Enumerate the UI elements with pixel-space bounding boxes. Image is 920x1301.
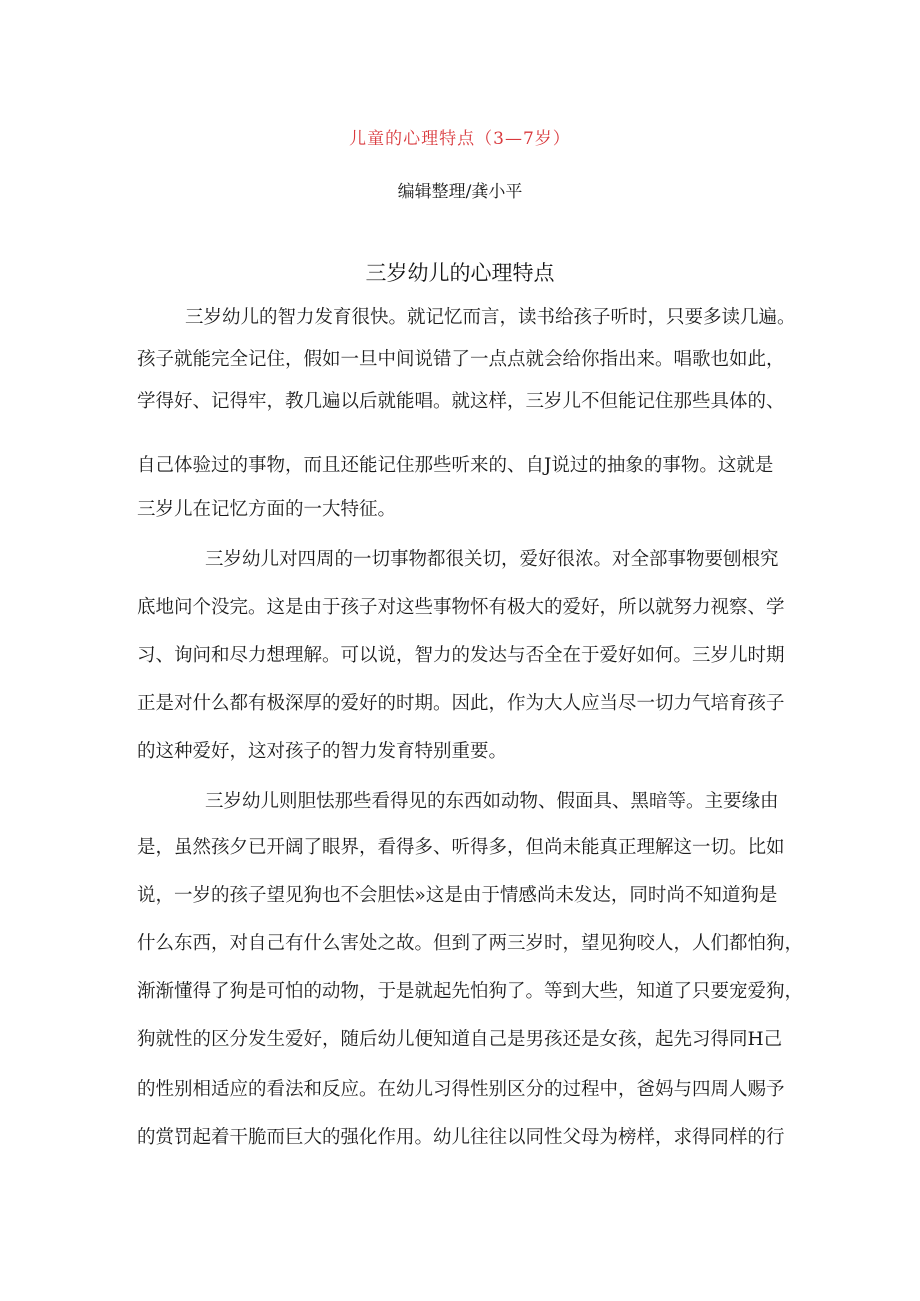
section-heading: 三岁幼儿的心理特点	[365, 261, 555, 285]
paragraph-line: 的赏罚起着干脆而巨大的强化作用。幼儿往往以同性父母为榜样，求得同样的行	[137, 1127, 785, 1148]
paragraph-line: 正是对什么都有极深厚的爱好的时期。因此，作为大人应当尽一切力气培育孩子	[137, 693, 785, 714]
paragraph-line: 的这种爱好，这对孩子的智力发育特别重要。	[137, 741, 508, 762]
paragraph-line: 的性别相适应的看法和反应。在幼儿习得性别区分的过程中，爸妈与四周人赐予	[137, 1079, 785, 1100]
paragraph-line: 三岁儿在记忆方面的一大特征。	[137, 499, 397, 520]
paragraph-line: 孩子就能完全记住，假如一旦中间说错了一点点就会给你指出来。唱歌也如此，	[137, 349, 785, 370]
paragraph-line: 习、询问和尽力想理解。可以说，智力的发达与否全在于爱好如何。三岁儿时期	[137, 645, 785, 666]
paragraph-line: 底地问个没完。这是由于孩子对这些事物怀有极大的爱好，所以就努力视察、学	[137, 597, 785, 618]
paragraph-line: 什么东西，对自己有什么害处之故。但到了两三岁时，望见狗咬人，人们都怕狗，	[137, 933, 804, 954]
paragraph-line: 是，虽然孩夕已开阔了眼界，看得多、听得多，但尚未能真正理解这一切。比如	[137, 837, 785, 858]
paragraph-line: 渐渐懂得了狗是可怕的动物，于是就起先怕狗了。等到大些，知道了只要宠爱狗，	[137, 981, 804, 1002]
paragraph-line: 狗就性的区分发生爱好，随后幼儿便知道自己是男孩还是女孩，起先习得同H己	[137, 1029, 783, 1050]
document-title: 儿童的心理特点（3—7岁）	[349, 129, 571, 149]
paragraph-line: 说，一岁的孩子望见狗也不会胆怯»这是由于情感尚未发达，同时尚不知道狗是	[137, 885, 778, 906]
paragraph-line: 三岁幼儿对四周的一切事物都很关切，爱好很浓。对全部事物要刨根究	[205, 549, 779, 570]
paragraph-line: 学得好、记得牢，教几遍以后就能唱。就这样，三岁儿不但能记住那些具体的、	[137, 391, 785, 412]
paragraph-line: 三岁幼儿的智力发育很快。就记忆而言，读书给孩子听时，只要多读几遍。	[185, 307, 796, 328]
document-author: 编辑整理/龚小平	[397, 182, 523, 202]
paragraph-line: 三岁幼儿则胆怯那些看得见的东西如动物、假面具、黑暗等。主要缘由	[205, 791, 779, 812]
paragraph-line: 自己体验过的事物，而且还能记住那些听来的、自J说过的抽象的事物。这就是	[137, 455, 774, 476]
